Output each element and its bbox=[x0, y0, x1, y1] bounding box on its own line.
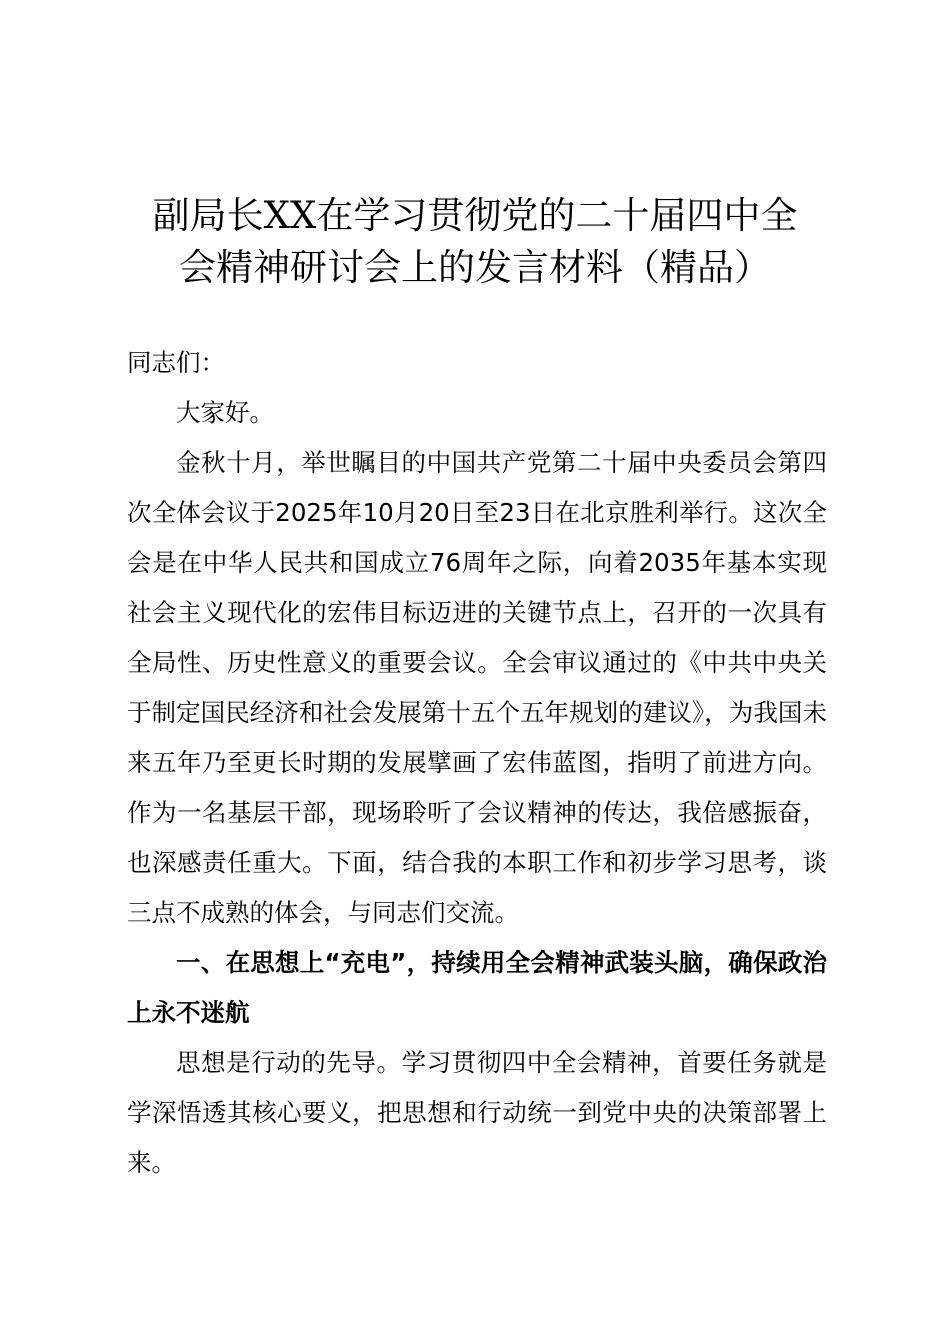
document-title bbox=[110, 190, 840, 294]
salutation: 同志们： bbox=[127, 348, 225, 377]
paragraph-section-1: 思想是行动的先导。学习贯彻四中全会精神，首要任务就是学深悟透其核心要义，把思想和行动统一到党中央的决策部署上来。 bbox=[127, 1048, 827, 1177]
section-heading-1: 一、在思想上“充电”，持续用全会精神武装头脑，确保政治上永不迷航 bbox=[127, 948, 827, 1027]
title-line-2: 会精神研讨会上的发言材料（精品） bbox=[179, 246, 771, 289]
title-line-1: 副局长XX在学习贯彻党的二十届四中全 bbox=[152, 194, 798, 237]
document-body bbox=[127, 338, 827, 1188]
greeting: 大家好。 bbox=[176, 398, 274, 427]
paragraph-intro: 金秋十月，举世瞩目的中国共产党第二十届中央委员会第四次全体会议于2025年10月20日至23日在北京胜利举行。这次全会是在中华人民共和国成立76周年之际，向着2035年基本实现社会主义现代化的宏伟目标迈进的关键节点上，召开的一次具有全局性、历史性意义的重要会议。全会审议通过的《中共中央关于制定国民经济和社会发展第十五个五年规划的建议》，为我国未来五年乃至更长时期的发展擘画了宏伟蓝图，指明了前进方向。作为一名基层干部，现场聆听了会议精神的传达，我倍感振奋，也深感责任重大。下面，结合我的本职工作和初步学习思考，谈三点不成熟的体会，与同志们交流。 bbox=[127, 448, 827, 927]
